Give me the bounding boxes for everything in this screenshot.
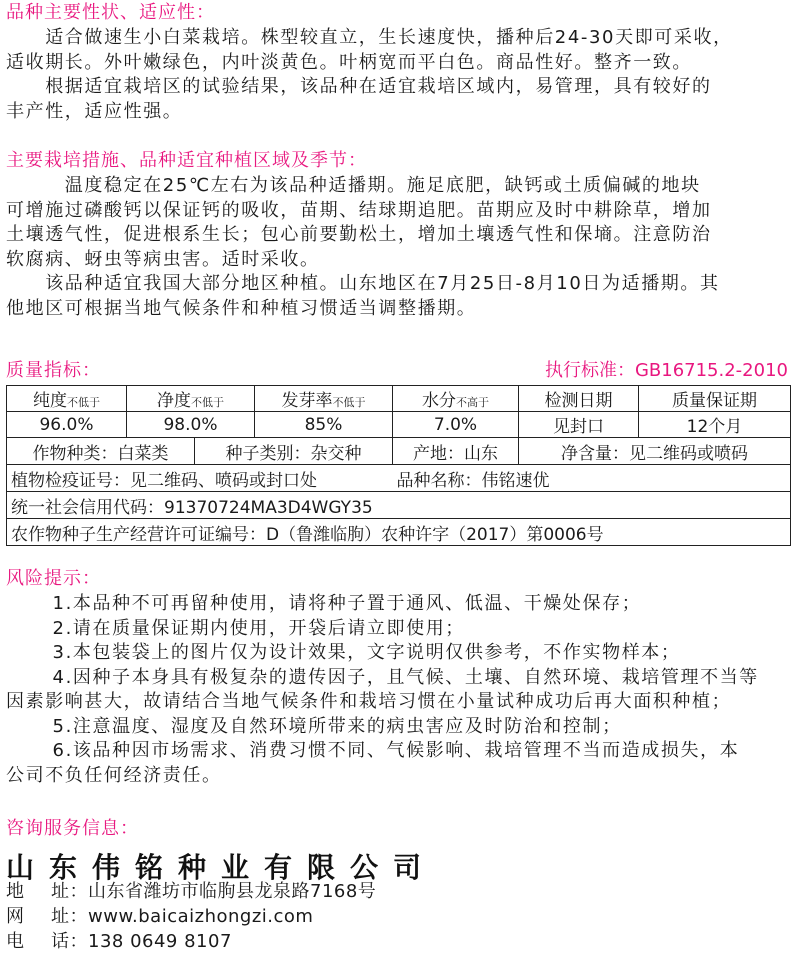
address-line: 地 址：山东省潍坊市临朐县龙泉路7168号 bbox=[6, 881, 377, 902]
phone-value: 138 0649 8107 bbox=[88, 931, 232, 952]
cultivation-line: 该品种适宜我国大部分地区种植。山东地区在7月25日-8月10日为适播期。其 bbox=[6, 273, 720, 294]
credit-code-row bbox=[7, 492, 791, 519]
traits-line: 适合做速生小白菜栽培。株型较直立，生长速度快，播种后24-30天即可采收， bbox=[6, 27, 733, 48]
risk-heading: 风险提示： bbox=[6, 568, 101, 589]
risk-item: 因素影响甚大，故请结合当地气候条件和栽培习惯在小量试种成功后再大面积种植； bbox=[6, 691, 732, 712]
quarantine-row bbox=[7, 465, 791, 492]
traits-heading: 品种主要性状、适应性： bbox=[6, 2, 215, 23]
quality-heading: 质量指标： bbox=[6, 360, 101, 381]
moisture-header: 水分不高于 bbox=[393, 386, 519, 412]
cultivation-line: 他地区可根据当地气候条件和种植习惯适当调整播期。 bbox=[6, 297, 477, 319]
purity-header: 纯度不低于 bbox=[7, 386, 127, 412]
traits-line: 适收期长。外叶嫩绿色，内叶淡黄色。叶柄宽而平白色。商品性好。整齐一致。 bbox=[6, 51, 692, 73]
risk-item: 6.该品种因市场需求、消费习惯不同、气候影响、栽培管理不当而造成损失，本 bbox=[6, 740, 740, 761]
test-date-value: 见封口 bbox=[519, 412, 639, 438]
license-cell: 农作物种子生产经营许可证编号：D（鲁潍临朐）农种许字（2017）第0006号 bbox=[7, 519, 791, 546]
warranty-value: 12个月 bbox=[639, 412, 791, 438]
execution-standard: 执行标准：GB16715.2-2010 bbox=[544, 360, 788, 381]
address-value: 山东省潍坊市临朐县龙泉路7168号 bbox=[88, 881, 377, 902]
risk-item: 5.注意温度、湿度及自然环境所带来的病虫害应及时防治和控制； bbox=[6, 715, 622, 737]
cultivation-heading: 主要栽培措施、品种适宜种植区域及季节： bbox=[6, 150, 367, 171]
phone-line: 电 话：138 0649 8107 bbox=[6, 931, 232, 952]
seed-category-cell: 种子类别：杂交种 bbox=[195, 438, 393, 465]
risk-item: 公司不负任何经济责任。 bbox=[6, 764, 222, 786]
credit-code-cell: 统一社会信用代码：91370724MA3D4WGY35 bbox=[7, 492, 791, 519]
warranty-header: 质量保证期 bbox=[639, 386, 791, 412]
traits-line: 丰产性，适应性强。 bbox=[6, 100, 183, 122]
quality-info-row bbox=[7, 438, 791, 465]
quality-header-row bbox=[7, 386, 791, 412]
risk-item: 4.因种子本身具有极复杂的遗传因子，且气候、土壤、自然环境、栽培管理不当等 bbox=[6, 666, 759, 688]
moisture-value: 7.0% bbox=[393, 412, 519, 438]
purity-value: 96.0% bbox=[7, 412, 127, 438]
risk-item: 2.请在质量保证期内使用，开袋后请立即使用； bbox=[6, 617, 465, 639]
website-line: 网 址：www.baicaizhongzi.com bbox=[6, 906, 314, 927]
cultivation-line: 土壤透气性，促进根系生长；包心前要勤松土，增加土壤透气性和保墒。注意防治 bbox=[6, 224, 712, 245]
cleanliness-header: 净度不低于 bbox=[127, 386, 255, 412]
company-name: 山东伟铭种业有限公司 bbox=[6, 851, 437, 884]
website-link[interactable]: www.baicaizhongzi.com bbox=[88, 906, 314, 927]
germination-header: 发芽率不低于 bbox=[255, 386, 393, 412]
crop-type-cell: 作物种类：白菜类 bbox=[7, 438, 195, 465]
test-date-header: 检测日期 bbox=[519, 386, 639, 412]
variety-name-cell: 品种名称：伟铭速优 bbox=[393, 465, 791, 492]
risk-item: 3.本包装袋上的图片仅为设计效果，文字说明仅供参考，不作实物样本； bbox=[6, 642, 681, 663]
license-row bbox=[7, 519, 791, 546]
cultivation-line: 软腐病、蚜虫等病虫害。适时采收。 bbox=[6, 248, 320, 270]
quarantine-cell: 植物检疫证号：见二维码、喷码或封口处 bbox=[7, 465, 393, 492]
cultivation-line: 可增施过磷酸钙以保证钙的吸收，苗期、结球期追肥。苗期应及时中耕除草，增加 bbox=[6, 199, 712, 221]
risk-item: 1.本品种不可再留种使用，请将种子置于通风、低温、干燥处保存； bbox=[6, 593, 642, 614]
cleanliness-value: 98.0% bbox=[127, 412, 255, 438]
germination-value: 85% bbox=[255, 412, 393, 438]
contact-heading: 咨询服务信息： bbox=[6, 818, 139, 839]
cultivation-line: 温度稳定在25℃左右为该品种适播期。施足底肥，缺钙或土质偏碱的地块 bbox=[6, 175, 701, 196]
traits-paragraph bbox=[6, 26, 796, 124]
risk-list bbox=[6, 592, 796, 788]
quality-value-row bbox=[7, 412, 791, 438]
traits-line: 根据适宜栽培区的试验结果，该品种在适宜栽培区域内，易管理，具有较好的 bbox=[6, 76, 712, 97]
cultivation-paragraph bbox=[6, 174, 796, 321]
net-content-cell: 净含量：见二维码或喷码 bbox=[519, 438, 791, 465]
quality-table bbox=[6, 385, 791, 546]
origin-cell: 产地：山东 bbox=[393, 438, 519, 465]
